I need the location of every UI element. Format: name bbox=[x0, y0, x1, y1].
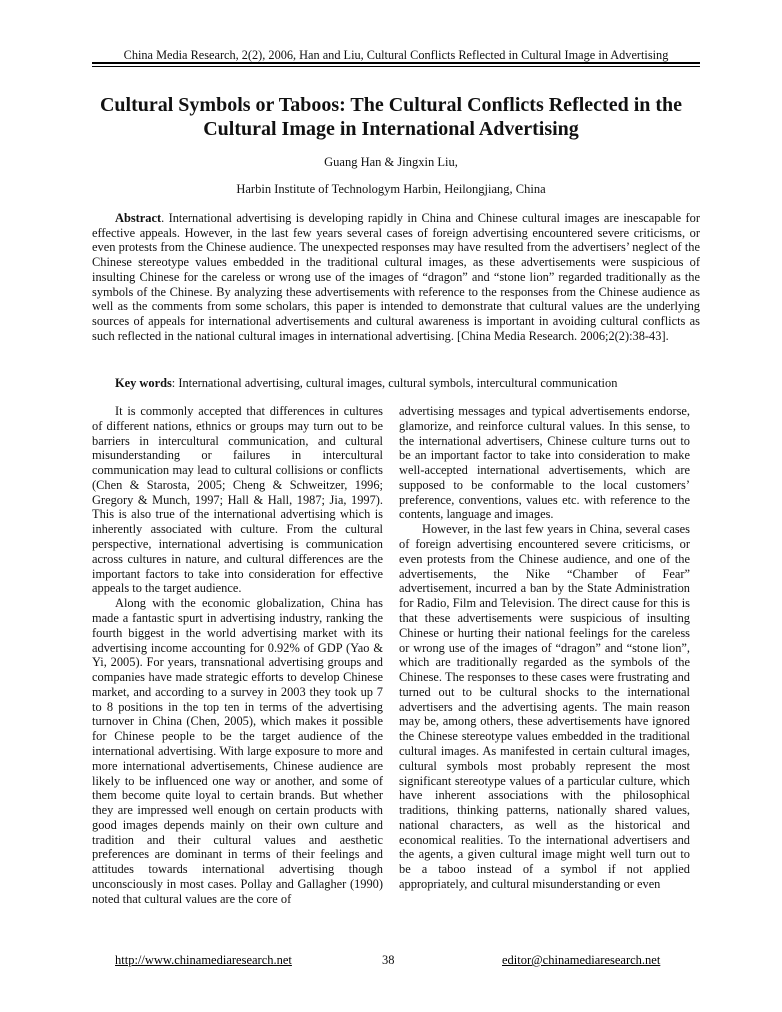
header-rule-thin bbox=[92, 66, 700, 67]
running-header: China Media Research, 2(2), 2006, Han and Liu, Cultural Conflicts Reflected in Cultural Image in Advertising bbox=[123, 48, 669, 62]
authors: Guang Han & Jingxin Liu, bbox=[324, 155, 458, 169]
keywords-text: : International advertising, cultural images, cultural symbols, intercultural communication bbox=[171, 376, 618, 390]
abstract bbox=[92, 211, 700, 343]
footer-email-link[interactable]: editor@chinamediaresearch.net bbox=[502, 953, 661, 967]
body-paragraph: It is commonly accepted that differences in cultures of different nations, ethnics or groups may turn out to be barriers in intercultural communication, and cultural misunderstanding or failures in intercultural communication may lead to cultural collisions or conflicts (Chen & Starosta, 2005; Cheng & Schweitzer, 1996; Gregory & Munch, 1997; Hall & Hall, 1987; Jia, 1997). This is also true of the international advertising which is inherently associated with culture. From the cultural perspective, international advertising is communication across cultures in nature, and cultural differences are the important factors to take into consideration for effective appeals to the target audience. bbox=[92, 404, 383, 596]
affiliation: Harbin Institute of Technologym Harbin, Heilongjiang, China bbox=[236, 182, 546, 196]
keywords bbox=[115, 376, 700, 391]
footer-website-link[interactable]: http://www.chinamediaresearch.net bbox=[115, 953, 292, 967]
header-rule-thick bbox=[92, 62, 700, 64]
paper-title: Cultural Symbols or Taboos: The Cultural Conflicts Reflected in the Cultural Image in International Advertising bbox=[99, 94, 683, 140]
body-paragraph: Along with the economic globalization, China has made a fantastic spurt in advertising industry, ranking the fourth biggest in the world advertising market with its advertising income accounting for 0.92% of GDP (Yao & Yi, 2005). For years, transnational advertising groups and companies have made strategic efforts to develop Chinese market, and according to a survey in 2003 they took up 7 to 8 positions in the top ten in terms of the advertising turnover in China (Chen, 2005), which makes it possible for Chinese people to be the target audience of the international advertising. With large exposure to more and more international advertisements, Chinese audience are likely to be influenced one way or another, and some of them become quite loyal to certain brands. But whether they are impressed well enough on certain products with good images depends mainly on their own culture and tradition and their cultural values and aesthetic preferences are dominant in terms of their feelings and attitudes towards international advertising though unconsciously in most cases. Pollay and Gallagher (1990) noted that cultural values are the core of bbox=[92, 596, 383, 906]
keywords-label: Key words bbox=[115, 376, 172, 390]
body-column-left bbox=[92, 404, 383, 907]
body-paragraph: advertising messages and typical advertisements endorse, glamorize, and reinforce cultural values. In this sense, to the international advertisers, Chinese culture turns out to be an important factor to take into consideration to make well-accepted international advertisements, which are supposed to be conformable to the local customers’ preference, conventions, values etc. with reference to the contents, language and images. bbox=[399, 404, 690, 522]
abstract-label: Abstract bbox=[115, 211, 162, 225]
abstract-text: . International advertising is developing rapidly in China and Chinese cultural images are inescapable for effective appeals. However, in the last few years several cases of foreign advertising encountered severe criticisms, or even protests from the Chinese audience. The unexpected responses may have resulted from the advertisers’ neglect of the Chinese stereotype values embedded in the traditional cultural images, as these advertisements were suspicious of insulting Chinese for the careless or wrong use of the images of “dragon” and “stone lion” regarded traditionally as the symbols of the Chinese. By analyzing these advertisements with reference to the responses from the Chinese audience as well as the comments from some scholars, this paper is intended to demonstrate that cultural values are the underlying sources of appeals for international advertisements and cultural awareness is important in avoiding cultural conflicts as such reflected in the national cultural images in international advertising. [China Media Research. 2006;2(2):38-43]. bbox=[92, 211, 700, 343]
page-number: 38 bbox=[382, 953, 395, 967]
body-paragraph: However, in the last few years in China, several cases of foreign advertising encountered severe criticisms, or even protests from the Chinese audience, and one of the advertisements, the Nike “Chamber of Fear” advertisement, incurred a ban by the State Administration for Radio, Film and Television. The direct cause for this is that these advertisements were suspicious of insulting Chinese or hurting their national feelings for the careless or wrong use of the images of “dragon” and “stone lion”, which are traditionally regarded as the symbols of the Chinese. The responses to these cases were frustrating and turned out to be cultural shocks to the international advertisers and the advertising agents. The main reason may be, among others, these advertisements have ignored the Chinese stereotype values embedded in the traditional cultural images. As manifested in certain cultural images, cultural symbols most probably represent the most significant stereotype values of a particular culture, which have inherent associations with the philosophical traditions, thinking patterns, nationally shared values, national characters, as well as the historical and economical realities. To the international advertisers and the agents, a given cultural image might well turn out to be a taboo instead of a symbol if not applied appropriately, and cultural misunderstanding or even bbox=[399, 522, 690, 891]
body-column-right bbox=[399, 404, 690, 892]
